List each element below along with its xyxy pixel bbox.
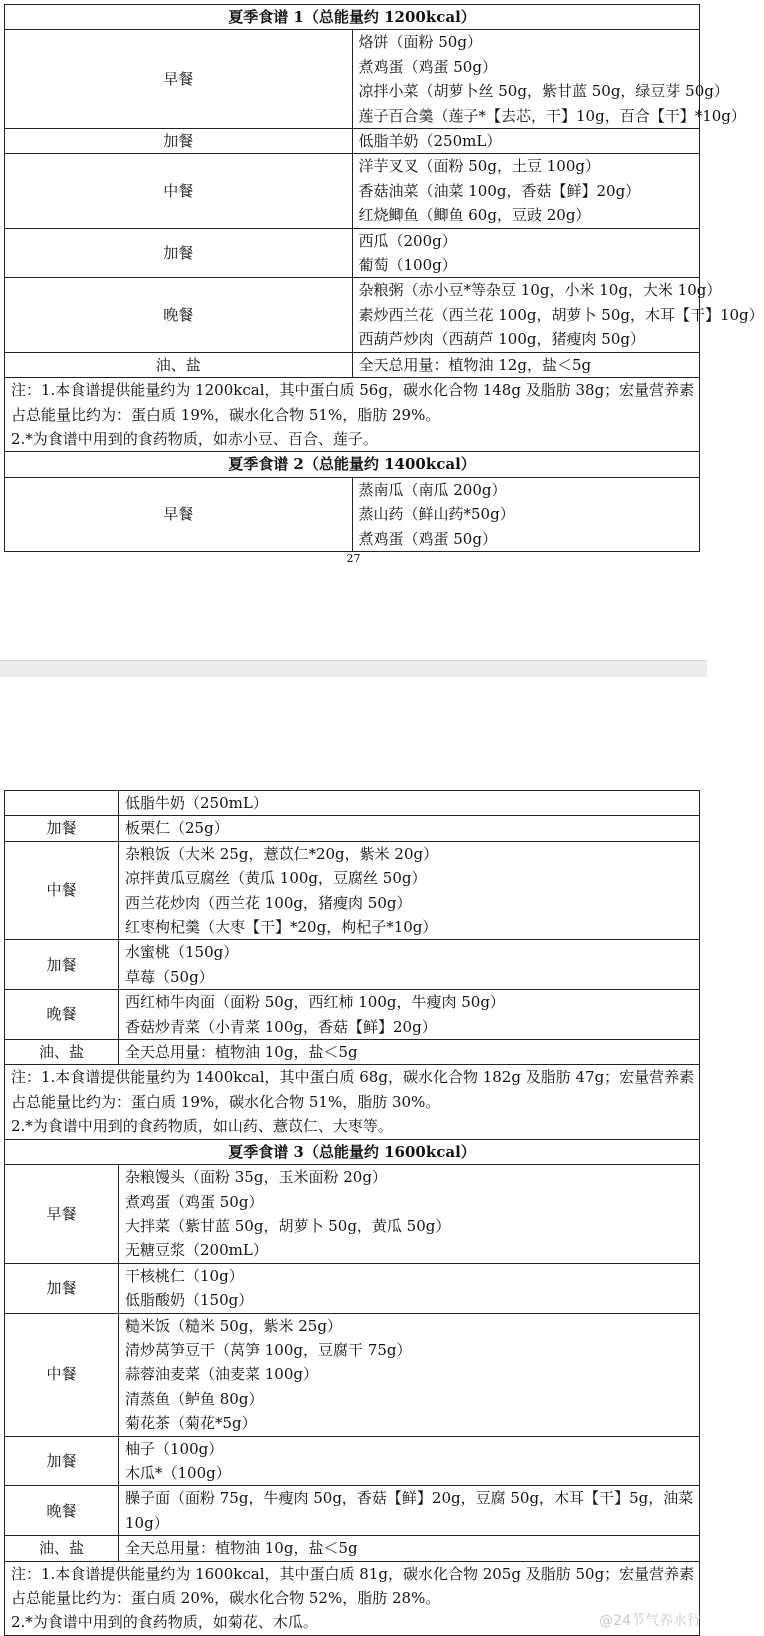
food-item: 低脂羊奶（250mL） [358, 132, 502, 151]
oil-salt-usage: 全天总用量：植物油 10g，盐＜5g [119, 1536, 700, 1561]
food-item: 香菇炒青菜（小青菜 100g，香菇【鲜】20g） [125, 1017, 437, 1036]
meal-label-lunch: 中餐 [5, 1313, 119, 1436]
food-item: 葡萄（100g） [358, 256, 457, 275]
meal-label-empty [5, 791, 119, 816]
food-item: 烙饼（面粉 50g） [358, 33, 482, 52]
meal-label-oil-salt: 油、盐 [5, 1536, 119, 1561]
document-page-27 [0, 0, 764, 660]
note-line: 注：1.本食谱提供能量约为 1600kcal，其中蛋白质 81g，碳水化合物 205g 及脂肪 50g；宏量营养素占总能量比约为：蛋白质 20%，碳水化合物 52%，脂肪 28%。 [11, 1564, 695, 1607]
note-line: 2.*为食谱中用到的食药物质，如赤小豆、百合、莲子。 [11, 429, 378, 448]
meal-items [119, 1313, 700, 1436]
food-item: 红枣枸杞羹（大枣【干】*20g，枸杞子*10g） [125, 918, 438, 937]
meal-label-snack: 加餐 [5, 228, 353, 278]
meal-items [119, 791, 700, 816]
food-item: 菊花茶（菊花*5g） [125, 1414, 257, 1433]
meal-items [119, 1165, 700, 1264]
page-separator [0, 660, 707, 678]
food-item: 西红柿牛肉面（面粉 50g，西红柿 100g，牛瘦肉 50g） [125, 993, 505, 1012]
food-item: 香菇油菜（油菜 100g，香菇【鲜】20g） [358, 181, 641, 200]
food-item: 清蒸鱼（鲈鱼 80g） [125, 1389, 264, 1408]
food-item: 杂粮饭（大米 25g，薏苡仁*20g，紫米 20g） [125, 844, 439, 863]
food-item: 莲子百合羹（莲子*【去芯，干】10g，百合【干】*10g） [358, 106, 746, 125]
food-item: 干核桃仁（10g） [125, 1266, 244, 1285]
food-item: 西瓜（200g） [358, 231, 457, 250]
meal-items [119, 940, 700, 990]
food-item: 凉拌黄瓜豆腐丝（黄瓜 100g，豆腐丝 50g） [125, 869, 427, 888]
meal-items [119, 1436, 700, 1486]
food-item: 柚子（100g） [125, 1439, 224, 1458]
meal-items [352, 477, 700, 551]
meal-items [119, 841, 700, 940]
food-item: 大拌菜（紫甘蓝 50g，胡萝卜 50g，黄瓜 50g） [125, 1216, 451, 1235]
meal-label-breakfast: 早餐 [5, 30, 353, 129]
meal-label-oil-salt: 油、盐 [5, 1040, 119, 1065]
meal-label-dinner: 晚餐 [5, 1486, 119, 1536]
food-item: 无糖豆浆（200mL） [125, 1241, 268, 1260]
food-item: 凉拌小菜（胡萝卜丝 50g，紫甘蓝 50g，绿豆芽 50g） [358, 82, 729, 101]
meal-label-breakfast: 早餐 [5, 1165, 119, 1264]
menu-note [5, 378, 700, 452]
food-item: 臊子面（面粉 75g，牛瘦肉 50g，香菇【鲜】20g，豆腐 50g，木耳【干】5g，油菜 10g） [125, 1489, 694, 1532]
meal-items [352, 30, 746, 129]
meal-items [352, 154, 700, 228]
food-item: 杂粮粥（赤小豆*等杂豆 10g，小米 10g，大米 10g） [358, 281, 722, 300]
food-item: 低脂牛奶（250mL） [125, 794, 268, 812]
food-item: 清炒莴笋豆干（莴笋 100g，豆腐干 75g） [125, 1340, 412, 1359]
menu-note [5, 1561, 700, 1635]
food-item: 煮鸡蛋（鸡蛋 50g） [125, 1192, 264, 1211]
meal-label-oil-salt: 油、盐 [5, 352, 353, 377]
food-item: 煮鸡蛋（鸡蛋 50g） [358, 57, 497, 76]
oil-salt-usage: 全天总用量：植物油 12g，盐＜5g [352, 352, 700, 377]
page-number: 27 [346, 552, 361, 565]
meal-label-lunch: 中餐 [5, 841, 119, 940]
menu3-title: 夏季食谱 3（总能量约 1600kcal） [5, 1139, 700, 1164]
food-item: 蒜蓉油麦菜（油麦菜 100g） [125, 1365, 319, 1384]
food-item: 水蜜桃（150g） [125, 943, 239, 962]
food-item: 西葫芦炒肉（西葫芦 100g，猪瘦肉 50g） [358, 330, 645, 349]
summer-menu-table-page2 [4, 790, 700, 1636]
meal-items [119, 1486, 700, 1536]
menu2-title: 夏季食谱 2（总能量约 1400kcal） [5, 452, 700, 477]
note-line: 2.*为食谱中用到的食药物质，如山药、薏苡仁、大枣等。 [11, 1117, 393, 1136]
food-item: 木瓜*（100g） [125, 1463, 231, 1482]
food-item: 蒸山药（鲜山药*50g） [358, 505, 515, 524]
document-page-28 [0, 677, 707, 1634]
meal-label-snack: 加餐 [5, 1436, 119, 1486]
meal-items [119, 1263, 700, 1313]
note-line: 2.*为食谱中用到的食药物质，如菊花、木瓜。 [11, 1613, 318, 1632]
oil-salt-usage: 全天总用量：植物油 10g，盐＜5g [119, 1040, 700, 1065]
meal-label-lunch: 中餐 [5, 154, 353, 228]
watermark: @24节气养水行 [599, 1613, 701, 1629]
menu-note [5, 1065, 700, 1139]
menu1-title: 夏季食谱 1（总能量约 1200kcal） [5, 5, 700, 30]
meal-label-snack: 加餐 [5, 940, 119, 990]
note-line: 注：1.本食谱提供能量约为 1200kcal，其中蛋白质 56g，碳水化合物 148g 及脂肪 38g；宏量营养素占总能量比约为：蛋白质 19%，碳水化合物 51%，脂肪 29%。 [11, 381, 695, 424]
meal-items [352, 129, 700, 154]
meal-label-dinner: 晚餐 [5, 990, 119, 1040]
food-item: 板栗仁（25g） [125, 819, 229, 838]
meal-items [352, 278, 764, 352]
food-item: 蒸南瓜（南瓜 200g） [358, 480, 507, 499]
food-item: 草莓（50g） [125, 967, 214, 986]
meal-label-snack: 加餐 [5, 1263, 119, 1313]
meal-label-snack: 加餐 [5, 816, 119, 841]
food-item: 洋芋叉叉（面粉 50g，土豆 100g） [358, 157, 600, 176]
food-item: 西兰花炒肉（西兰花 100g，猪瘦肉 50g） [125, 893, 412, 912]
food-item: 糙米饭（糙米 50g，紫米 25g） [125, 1316, 342, 1335]
meal-items [119, 990, 700, 1040]
food-item: 煮鸡蛋（鸡蛋 50g） [358, 529, 497, 548]
food-item: 红烧鲫鱼（鲫鱼 60g，豆豉 20g） [358, 206, 591, 225]
food-item: 杂粮馒头（面粉 35g，玉米面粉 20g） [125, 1168, 387, 1187]
meal-items [352, 228, 700, 278]
food-item: 低脂酸奶（150g） [125, 1291, 254, 1310]
summer-menu-table-page1 [4, 4, 764, 552]
meal-label-breakfast: 早餐 [5, 477, 353, 551]
meal-label-snack: 加餐 [5, 129, 353, 154]
food-item: 素炒西兰花（西兰花 100g，胡萝卜 50g，木耳【干】10g） [358, 305, 764, 324]
meal-items [119, 816, 700, 841]
meal-label-dinner: 晚餐 [5, 278, 353, 352]
note-line: 注：1.本食谱提供能量约为 1400kcal，其中蛋白质 68g，碳水化合物 182g 及脂肪 47g；宏量营养素占总能量比约为：蛋白质 19%，碳水化合物 51%，脂肪 30%。 [11, 1068, 695, 1111]
